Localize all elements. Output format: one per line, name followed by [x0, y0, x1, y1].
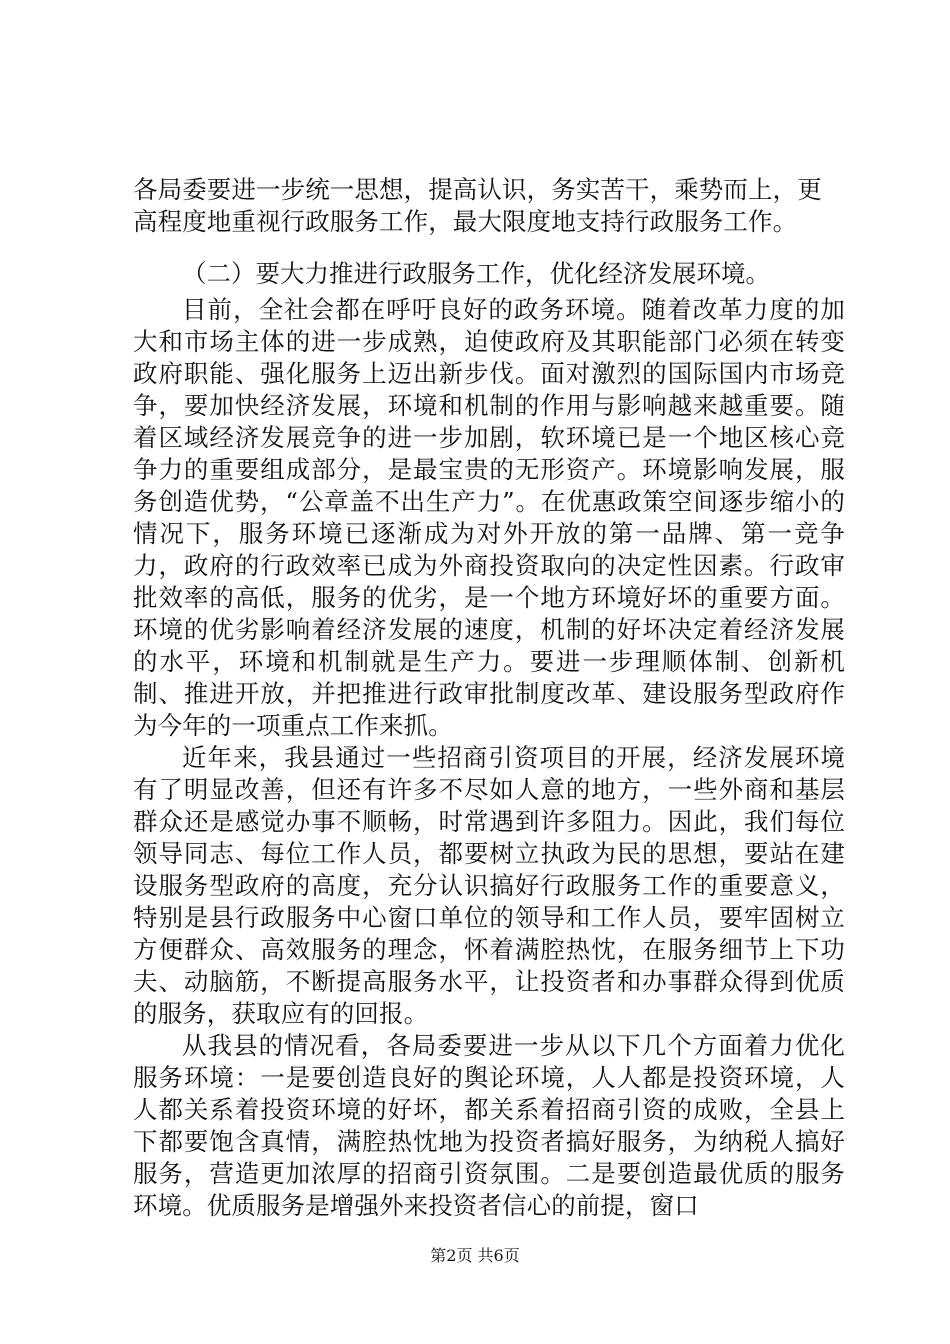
paragraph-2: 近年来，我县通过一些招商引资项目的开展，经济发展环境有了明显改善，但还有许多不尽如人意的地方，一些外商和基层群众还是感觉办事不顺畅，时常遇到许多阻力。因此，我们每位领导同志、每位工作人员，都要树立执政为民的思想，要站在建设服务型政府的高度，充分认识搞好行政服务工作的重要意义，特别是县行政服务中心窗口单位的领导和工作人员，要牢固树立方便群众、高效服务的理念，怀着满腔热忱，在服务细节上下功夫、动脑筋，不断提高服务水平，让投资者和办事群众得到优质的服务，获取应有的回报。	[133, 743, 845, 1028]
section-heading: （二）要大力推进行政服务工作，优化经济发展环境。	[182, 259, 770, 288]
page-number: 第2页 共6页	[430, 1246, 520, 1265]
page-footer	[0, 1246, 950, 1266]
paragraph-1: 目前，全社会都在呼吁良好的政务环境。随着改革力度的加大和市场主体的进一步成熟，迫使政府及其职能部门必须在转变政府职能、强化服务上迈出新步伐。面对激烈的国际国内市场竞争，要加快经济发展，环境和机制的作用与影响越来越重要。随着区域经济发展竞争的进一步加剧，软环境已是一个地区核心竞争力的重要组成部分，是最宝贵的无形资产。环境影响发展，服务创造优势，“公章盖不出生产力”。在优惠政策空间逐步缩小的情况下，服务环境已逐渐成为对外开放的第一品牌、第一竞争力，政府的行政效率已成为外商投资取向的决定性因素。行政审批效率的高低，服务的优劣，是一个地方环境好坏的重要方面。环境的优劣影响着经济发展的速度，机制的好坏决定着经济发展的水平，环境和机制就是生产力。要进一步理顺体制、创新机制、推进开放，并把推进行政审批制度改革、建设服务型政府作为今年的一项重点工作来抓。	[133, 295, 845, 740]
body-text	[133, 294, 845, 1222]
paragraph-3: 从我县的情况看，各局委要进一步从以下几个方面着力优化服务环境：一是要创造良好的舆论环境，人人都是投资环境，人人都关系着投资环境的好坏，都关系着招商引资的成败，全县上下都要饱含真情，满腔热忱地为投资者搞好服务，为纳税人搞好服务，营造更加浓厚的招商引资氛围。二是要创造最优质的服务环境。优质服务是增强外来投资者信心的前提，窗口	[133, 1031, 845, 1220]
intro-block	[133, 174, 845, 238]
intro-paragraph: 各局委要进一步统一思想，提高认识，务实苦干，乘势而上，更高程度地重视行政服务工作，最大限度地支持行政服务工作。	[133, 175, 822, 236]
